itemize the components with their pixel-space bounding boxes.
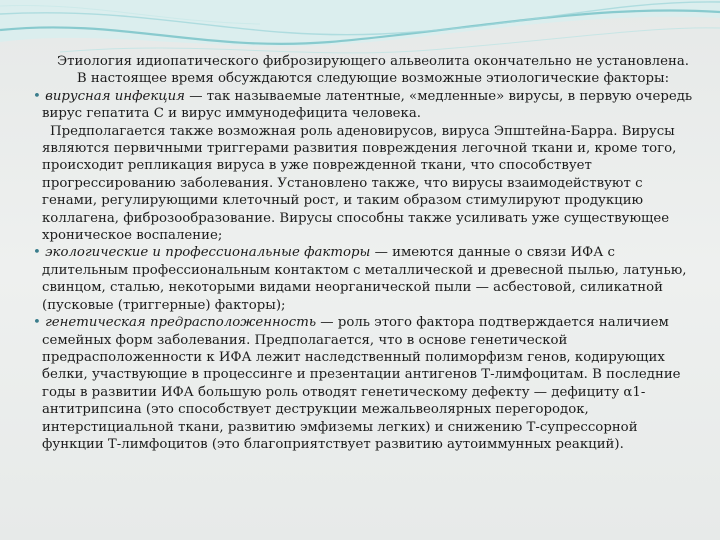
item-term: экологические и профессиональные факторы: [45, 245, 371, 261]
list-item: [26, 244, 698, 314]
item-text: — имеются данные о связи ИФА с длительным профессиональным контактом с металлической и древесной пылью, латунью, свинцом, сталью, некоторыми видами неорганической пыли — асбестовой, силикатной (пусковые (триггерные) факторы);: [42, 245, 687, 313]
slide-body: [26, 53, 698, 453]
item-text: — роль этого фактора подтверждается наличием семейных форм заболевания. Предполагается, что в основе генетической предрасположенности к ИФА лежит наследственный полиморфизм генов, кодирующих белки, участвующие в процессинге и презентации антигенов Т-лимфоцитам. В последние годы в развитии ИФА большую роль отводят генетическому дефекту — дефициту α1-антитрипсина (это способствует деструкции межальвеолярных перегородок, интерстициальной ткани, развитию эмфиземы легких) и снижению Т-супрессорной функции Т-лимфоцитов (это благоприятствует развитию аутоиммунных реакций).: [42, 315, 681, 452]
list-item: [26, 88, 698, 123]
item-text: — так называемые латентные, «медленные» вирусы, в первую очередь вирус гепатита C и вирус иммунодефицита человека.: [42, 88, 693, 122]
intro-paragraph: Этиология идиопатического фиброзирующего альвеолита окончательно не установлена. В настоящее время обсуждаются следующие возможные этиологические факторы:: [57, 54, 689, 87]
list-item: [26, 314, 698, 453]
item-term: вирусная инфекция: [45, 88, 185, 104]
bullet-icon: •: [33, 245, 41, 261]
bullet-icon: •: [33, 88, 41, 104]
bullet-icon: •: [33, 315, 41, 331]
item-term: генетическая предрасположенность: [45, 315, 317, 331]
continuation-paragraph: Предполагается также возможная роль аденовирусов, вируса Эпштейна-Барра. Вирусы являются первичными триггерами развития повреждения легочной ткани и, кроме того, происходит репликация вируса в уже поврежденной ткани, что способствует прогрессированию заболевания. Установлено также, что вирусы взаимодействуют с генами, регулирующими клеточный рост, и таким образом стимулируют продукцию коллагена, фиброзообразование. Вирусы способны также усиливать уже существующее хроническое воспаление;: [42, 123, 677, 244]
